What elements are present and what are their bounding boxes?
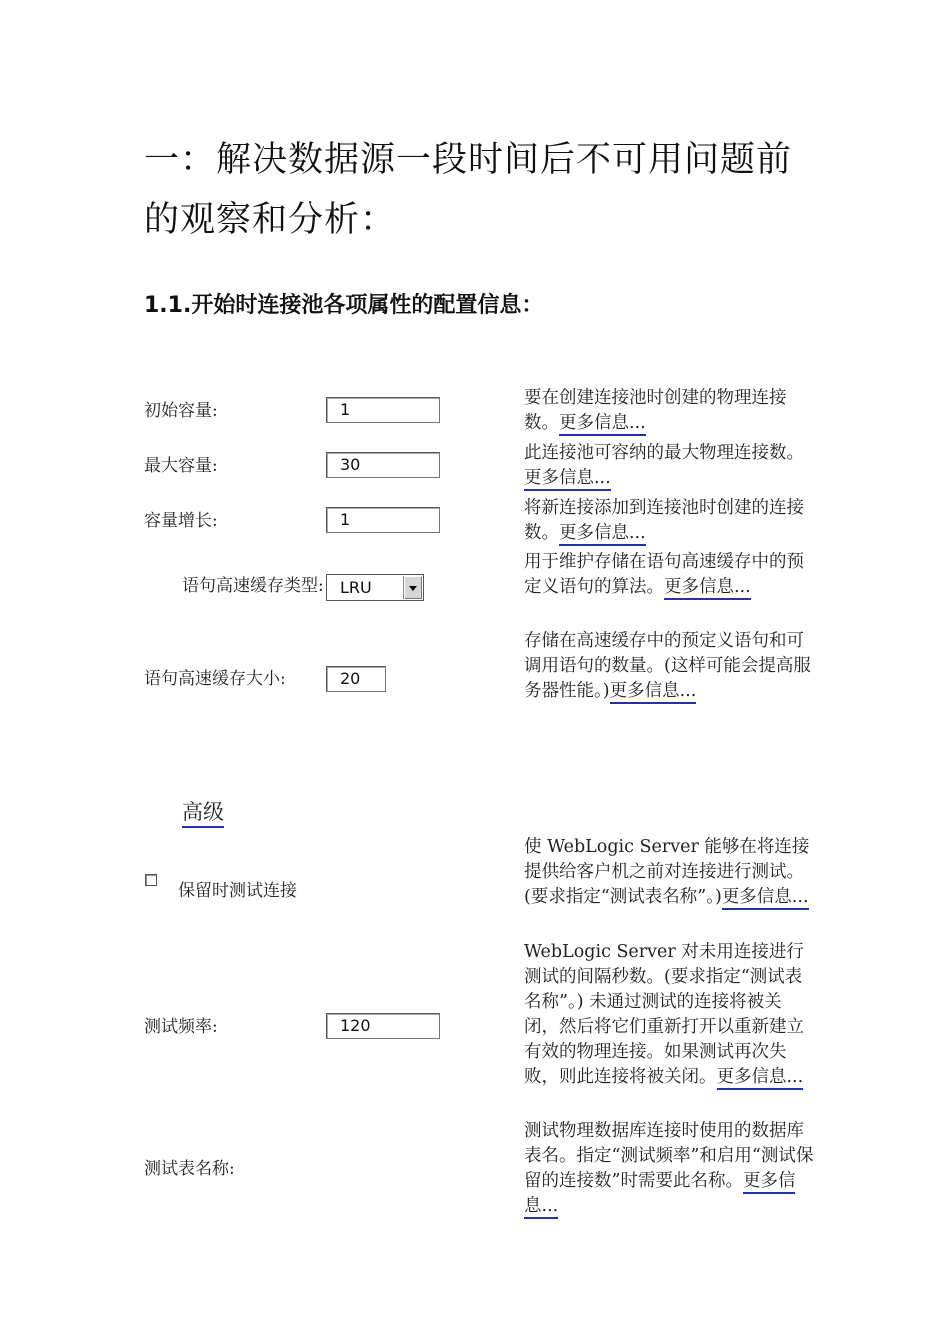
test-frequency-label: 测试频率: (144, 1017, 218, 1037)
statement-cache-type-desc (524, 550, 814, 600)
statement-cache-size-label: 语句高速缓存大小: (144, 669, 286, 689)
desc-text: 此连接池可容纳的最大物理连接数。 (524, 443, 804, 463)
desc-text: 用于维护存储在语句高速缓存中的预定义语句的算法。 (524, 552, 804, 597)
capacity-increment-input[interactable]: 1 (326, 507, 440, 533)
test-reserved-desc (524, 835, 814, 910)
test-table-label: 测试表名称: (144, 1159, 235, 1179)
desc-text: 存储在高速缓存中的预定义语句和可调用语句的数量。(这样可能会提高服务器性能。) (524, 631, 811, 701)
test-frequency-input[interactable]: 120 (326, 1013, 440, 1039)
test-frequency-desc (524, 940, 814, 1090)
desc-text: 将新连接添加到连接池时创建的连接数。 (524, 498, 804, 543)
advanced-link[interactable]: 高级 (182, 798, 224, 828)
more-info-link[interactable]: 更多信息... (717, 1067, 804, 1090)
initial-capacity-desc (524, 386, 814, 436)
chevron-down-icon[interactable] (403, 576, 422, 599)
test-reserved-label: 保留时测试连接 (178, 881, 297, 901)
more-info-link[interactable]: 更多信息... (664, 577, 751, 600)
statement-cache-size-input[interactable]: 20 (326, 666, 386, 692)
statement-cache-size-desc (524, 629, 814, 704)
desc-text: 测试物理数据库连接时使用的数据库表名。指定“测试频率”和启用“测试保留的连接数”时需要此名称。 (524, 1121, 814, 1191)
more-info-link[interactable]: 更多信息... (559, 523, 646, 546)
test-table-desc (524, 1119, 814, 1219)
max-capacity-label: 最大容量: (144, 456, 218, 476)
statement-cache-type-label: 语句高速缓存类型: (182, 576, 324, 596)
desc-text: 要在创建连接池时创建的物理连接数。 (524, 388, 787, 433)
initial-capacity-input[interactable]: 1 (326, 397, 440, 423)
desc-text: WebLogic Server 对未用连接进行测试的间隔秒数。(要求指定“测试表名称”。) 未通过测试的连接将被关闭，然后将它们重新打开以重新建立有效的物理连接。如果测试再次失败，则此连接将被关闭。 (524, 942, 804, 1087)
max-capacity-input[interactable]: 30 (326, 452, 440, 478)
section-heading: 1.1.开始时连接池各项属性的配置信息： (144, 293, 544, 318)
desc-text: 使 WebLogic Server 能够在将连接提供给客户机之前对连接进行测试。(要求指定“测试表名称”。) (524, 837, 810, 907)
statement-cache-type-select[interactable] (326, 574, 424, 601)
more-info-link[interactable]: 更多信息... (524, 1171, 795, 1219)
test-reserved-checkbox[interactable] (145, 874, 157, 886)
capacity-increment-desc (524, 496, 814, 546)
select-value: LRU (340, 578, 372, 597)
max-capacity-desc (524, 441, 814, 491)
more-info-link[interactable]: 更多信息... (722, 887, 809, 910)
capacity-increment-label: 容量增长: (144, 511, 218, 531)
more-info-link[interactable]: 更多信息... (610, 681, 697, 704)
more-info-link[interactable]: 更多信息... (524, 468, 611, 491)
initial-capacity-label: 初始容量: (144, 401, 218, 421)
more-info-link[interactable]: 更多信息... (559, 413, 646, 436)
page-title: 一：解决数据源一段时间后不可用问题前的观察和分析： (144, 140, 793, 240)
